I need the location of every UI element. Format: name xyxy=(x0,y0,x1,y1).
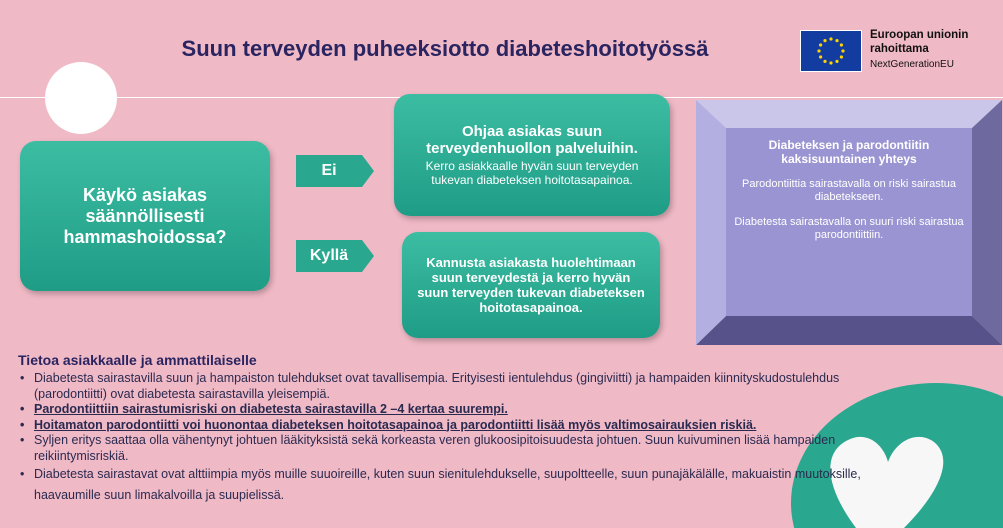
no-action-body: Kerro asiakkaalle hyvän suun terveyden tukevan diabeteksen hoitotasapainoa. xyxy=(425,159,639,187)
yes-action-box xyxy=(402,232,660,338)
no-action-heading: Ohjaa asiakas suun terveydenhuollon palveluihin. xyxy=(426,123,638,157)
eu-text-line1: Euroopan unionin xyxy=(870,29,969,41)
panel-text-2: Diabetesta sairastavalla on suuri riski sairastua parodontiittiin. xyxy=(734,216,964,241)
yes-action-text: Kannusta asiakasta huolehtimaan suun terveydestä ja kerro hyvän suun terveyden tukevan diabeteksen hoitotasapainoa. xyxy=(417,255,645,315)
connection-panel xyxy=(696,100,1002,345)
page-title: Suun terveyden puheeksiotto diabeteshoitotyössä xyxy=(181,36,709,61)
no-label: Ei xyxy=(321,162,337,179)
info-heading: Tietoa asiakkaalle ja ammattilaiselle xyxy=(18,352,257,368)
yes-arrow xyxy=(296,240,374,272)
info-bullet: • Hoitamaton parodontiitti voi huonontaa diabeteksen hoitotasapainoa ja parodontiitti lisää myös valtimosairauksien riskiä. xyxy=(18,418,893,434)
info-list xyxy=(18,371,893,506)
info-bullet: • Diabetesta sairastavilla suun ja hampaiston tulehdukset ovat tavallisempia. Erityisesti ientulehdus (gingiviitti) ja hampaiden kiinnityskudostulehdus (parodontiitti) ovat diabetesta sairastavilla yleisempiä. xyxy=(18,371,893,402)
eu-text-line2: rahoittama xyxy=(870,43,929,55)
no-action-box xyxy=(394,94,670,216)
question-box xyxy=(20,141,270,291)
no-arrow xyxy=(296,155,374,187)
question-text: Käykö asiakas säännöllisesti hammashoidossa? xyxy=(63,184,227,247)
panel-text-1: Parodontiittia sairastavalla on riski sairastua diabetekseen. xyxy=(742,178,956,203)
panel-heading: Diabeteksen ja parodontiitin kaksisuuntainen yhteys xyxy=(768,138,930,166)
yes-label: Kyllä xyxy=(309,247,349,264)
info-bullet: • Syljen eritys saattaa olla vähentynyt johtuen lääkityksistä sekä korkeasta veren glukoosipitoisuudesta johtuen. Suun kuivuminen lisää hampaiden reikiintymisriskiä. xyxy=(18,433,893,464)
eu-funding-logo xyxy=(800,28,1000,76)
decorative-circle xyxy=(45,62,117,134)
info-bullet: • Diabetesta sairastavat ovat alttiimpia myös muille suuoireille, kuten suun sienitulehdukselle, suupoltteelle, suun punajäkälälle, makuaistin muutoksille, haavaumille suun limakalvoilla ja suupielissä. xyxy=(18,464,893,506)
eu-flag-icon xyxy=(800,30,862,72)
info-section xyxy=(18,352,893,506)
info-bullet: • Parodontiittiin sairastumisriski on diabetesta sairastavilla 2 –4 kertaa suurempi. xyxy=(18,402,893,418)
eu-text-line3: NextGenerationEU xyxy=(870,59,954,70)
